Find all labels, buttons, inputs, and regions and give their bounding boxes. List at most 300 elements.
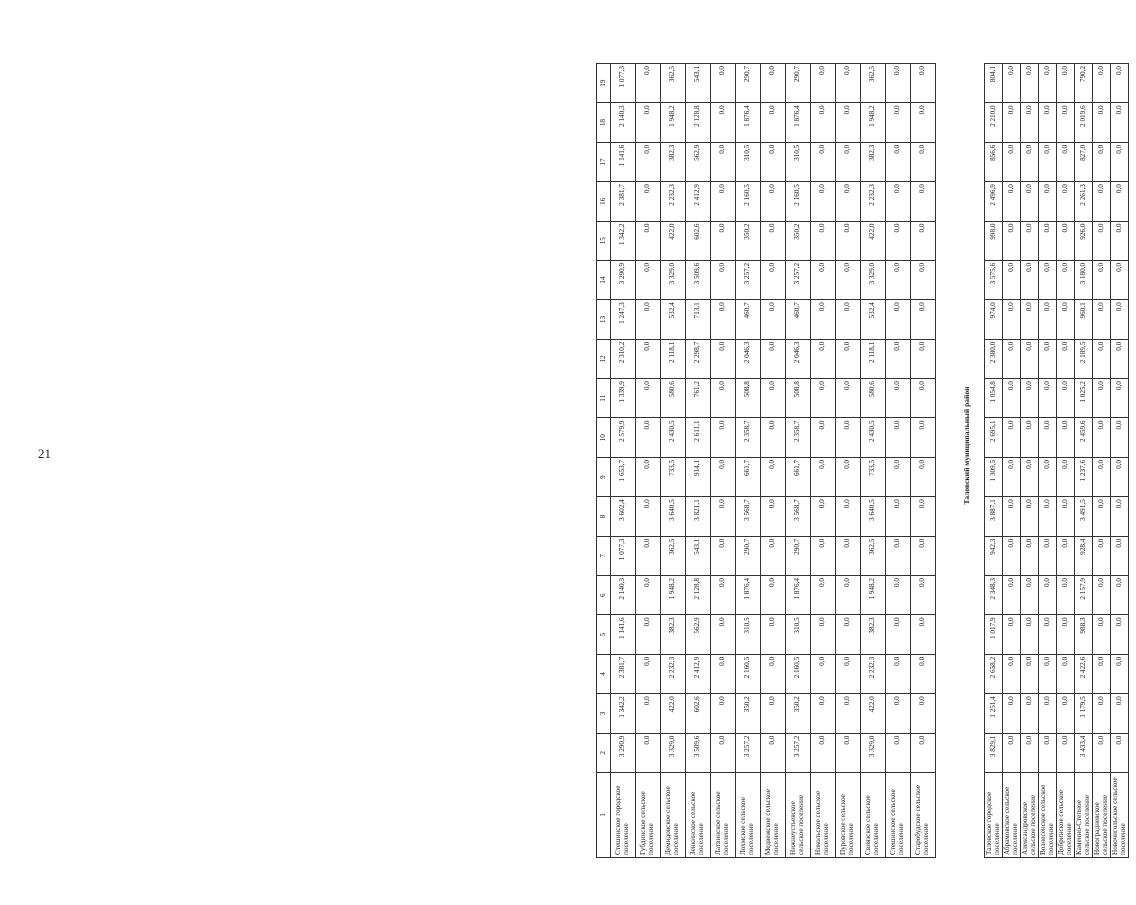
table-cell: 0,0 xyxy=(911,536,936,575)
table-cell: 0,0 xyxy=(811,536,836,575)
table-cell: 2 496,9 xyxy=(985,182,1003,221)
table-cell: 0,0 xyxy=(911,457,936,496)
settlement-name: Каменно-Степное сельское поселение xyxy=(1075,773,1093,858)
column-header: 16 xyxy=(597,182,611,221)
table-row xyxy=(1021,63,1039,857)
table-row xyxy=(736,63,761,857)
table-cell: 0,0 xyxy=(1003,63,1021,102)
page-number: 21 xyxy=(38,446,51,461)
table-cell: 0,0 xyxy=(1039,536,1057,575)
settlement-name: Пуровское сельское поселение xyxy=(836,773,861,858)
table-cell: 2 430,5 xyxy=(861,418,886,457)
table-cell: 0,0 xyxy=(711,339,736,378)
table-cell: 3 568,7 xyxy=(786,497,811,536)
table-cell: 0,0 xyxy=(636,142,661,181)
table-cell: 1 876,4 xyxy=(786,103,811,142)
table-cell: 1 342,2 xyxy=(611,221,636,260)
table-cell: 0,0 xyxy=(886,339,911,378)
table-cell: 0,0 xyxy=(1093,497,1111,536)
table-row xyxy=(911,63,936,857)
table-row xyxy=(1075,63,1093,857)
table-cell: 0,0 xyxy=(836,221,861,260)
column-header: 17 xyxy=(597,142,611,181)
table-cell: 0,0 xyxy=(761,221,786,260)
table-cell: 0,0 xyxy=(911,497,936,536)
settlement-name: Вознесенское сельское поселение xyxy=(1039,773,1057,858)
table-cell: 3 568,7 xyxy=(736,497,761,536)
table-cell: 0,0 xyxy=(636,418,661,457)
table-cell: 1 054,8 xyxy=(985,379,1003,418)
table-cell: 0,0 xyxy=(836,694,861,733)
table-cell: 0,0 xyxy=(1111,654,1129,693)
table-cell: 2 412,9 xyxy=(686,182,711,221)
table-cell: 0,0 xyxy=(1003,733,1021,772)
table-cell: 0,0 xyxy=(636,300,661,339)
table-cell: 0,0 xyxy=(1039,221,1057,260)
table-cell: 562,9 xyxy=(686,615,711,654)
table-cell: 0,0 xyxy=(1003,103,1021,142)
table-cell: 0,0 xyxy=(886,182,911,221)
settlement-name: Стешинское городское поселение xyxy=(611,773,636,858)
table-cell: 0,0 xyxy=(1021,418,1039,457)
table-cell: 0,0 xyxy=(1003,694,1021,733)
table-cell: 0,0 xyxy=(1093,576,1111,615)
table-cell: 1 141,6 xyxy=(611,615,636,654)
table-cell: 0,0 xyxy=(1111,615,1129,654)
table-cell: 0,0 xyxy=(761,142,786,181)
table-cell: 0,0 xyxy=(886,63,911,102)
table-cell: 2 380,0 xyxy=(985,339,1003,378)
table-cell: 1 876,4 xyxy=(736,103,761,142)
table-cell: 0,0 xyxy=(1057,260,1075,299)
table-cell: 0,0 xyxy=(1111,418,1129,457)
table-cell: 0,0 xyxy=(811,418,836,457)
table-cell: 1 025,2 xyxy=(1075,379,1093,418)
table-cell: 0,0 xyxy=(1021,497,1039,536)
table-cell: 2 140,3 xyxy=(611,576,636,615)
table-row xyxy=(1003,63,1021,857)
table-cell: 290,7 xyxy=(736,536,761,575)
table-cell: 0,0 xyxy=(1057,576,1075,615)
table-cell: 2 128,8 xyxy=(686,103,711,142)
table-cell: 362,5 xyxy=(861,63,886,102)
table-cell: 562,9 xyxy=(686,142,711,181)
table-cell: 0,0 xyxy=(1057,694,1075,733)
table-cell: 661,7 xyxy=(786,457,811,496)
table-cell: 0,0 xyxy=(1093,379,1111,418)
table-cell: 3 290,9 xyxy=(611,260,636,299)
table-cell: 0,0 xyxy=(911,615,936,654)
table-cell: 0,0 xyxy=(1021,615,1039,654)
table-cell: 2 118,1 xyxy=(661,339,686,378)
section-title: Таловский муниципальный район xyxy=(962,386,971,505)
column-header: 5 xyxy=(597,615,611,654)
table-cell: 0,0 xyxy=(836,418,861,457)
table-cell: 0,0 xyxy=(836,576,861,615)
table-cell: 0,0 xyxy=(1057,418,1075,457)
table-cell: 0,0 xyxy=(1021,339,1039,378)
column-header: 3 xyxy=(597,694,611,733)
table-cell: 350,2 xyxy=(736,221,761,260)
table-cell: 0,0 xyxy=(911,576,936,615)
table-cell: 960,1 xyxy=(1075,300,1093,339)
table-cell: 827,0 xyxy=(1075,142,1093,181)
table-cell: 0,0 xyxy=(711,733,736,772)
rotated-table-area xyxy=(596,33,1136,858)
table-cell: 0,0 xyxy=(636,615,661,654)
settlement-name: Александровское сельское поселение xyxy=(1021,773,1039,858)
table-cell: 0,0 xyxy=(1039,260,1057,299)
table-cell: 0,0 xyxy=(1111,694,1129,733)
table-cell: 543,1 xyxy=(686,536,711,575)
table-cell: 0,0 xyxy=(1003,457,1021,496)
column-header: 8 xyxy=(597,497,611,536)
table-cell: 1 876,4 xyxy=(736,576,761,615)
table-cell: 0,0 xyxy=(1039,694,1057,733)
table-row xyxy=(861,63,886,857)
settlement-name: Латвинское сельское поселение xyxy=(711,773,736,858)
table-cell: 0,0 xyxy=(761,457,786,496)
table-cell: 0,0 xyxy=(836,182,861,221)
table-cell: 0,0 xyxy=(711,142,736,181)
table-cell: 0,0 xyxy=(1093,733,1111,772)
table-cell: 3 180,0 xyxy=(1075,260,1093,299)
table-cell: 0,0 xyxy=(811,576,836,615)
table-cell: 0,0 xyxy=(886,300,911,339)
table-cell: 460,7 xyxy=(736,300,761,339)
table-row xyxy=(811,63,836,857)
table-cell: 1 876,4 xyxy=(786,576,811,615)
table-cell: 0,0 xyxy=(886,654,911,693)
column-header: 12 xyxy=(597,339,611,378)
table-cell: 460,7 xyxy=(786,300,811,339)
table-cell: 1 247,3 xyxy=(611,300,636,339)
table-cell: 1 077,3 xyxy=(611,536,636,575)
table-cell: 713,1 xyxy=(686,300,711,339)
table-cell: 804,1 xyxy=(985,63,1003,102)
table-cell: 0,0 xyxy=(1039,733,1057,772)
table-cell: 0,0 xyxy=(1039,654,1057,693)
table-cell: 0,0 xyxy=(761,182,786,221)
table-cell: 0,0 xyxy=(711,536,736,575)
table-cell: 2 358,7 xyxy=(786,418,811,457)
table-cell: 0,0 xyxy=(811,379,836,418)
table-cell: 0,0 xyxy=(1003,536,1021,575)
table-cell: 602,6 xyxy=(686,221,711,260)
table-cell: 580,6 xyxy=(661,379,686,418)
table-cell: 942,3 xyxy=(985,536,1003,575)
table-cell: 0,0 xyxy=(711,221,736,260)
table-cell: 0,0 xyxy=(1021,733,1039,772)
table-cell: 0,0 xyxy=(911,733,936,772)
table-cell: 0,0 xyxy=(711,694,736,733)
table-cell: 0,0 xyxy=(811,339,836,378)
table-cell: 0,0 xyxy=(811,221,836,260)
table-cell: 0,0 xyxy=(761,300,786,339)
table-cell: 0,0 xyxy=(836,379,861,418)
table-cell: 0,0 xyxy=(836,103,861,142)
table-cell: 0,0 xyxy=(1111,379,1129,418)
table-cell: 382,3 xyxy=(861,142,886,181)
table-cell: 0,0 xyxy=(1111,300,1129,339)
table-cell: 0,0 xyxy=(636,733,661,772)
table-cell: 2 412,9 xyxy=(686,654,711,693)
table-cell: 0,0 xyxy=(911,63,936,102)
table-cell: 0,0 xyxy=(911,260,936,299)
table-cell: 3 257,2 xyxy=(736,733,761,772)
table-cell: 1 309,5 xyxy=(985,457,1003,496)
table-cell: 2 210,0 xyxy=(985,103,1003,142)
table-cell: 0,0 xyxy=(911,418,936,457)
table-cell: 0,0 xyxy=(636,379,661,418)
table-cell: 0,0 xyxy=(1021,576,1039,615)
table-cell: 998,0 xyxy=(985,221,1003,260)
table-cell: 2 160,5 xyxy=(786,654,811,693)
table-cell: 0,0 xyxy=(1021,142,1039,181)
table-cell: 0,0 xyxy=(886,142,911,181)
table-cell: 0,0 xyxy=(1093,418,1111,457)
table-cell: 0,0 xyxy=(1039,379,1057,418)
table-cell: 0,0 xyxy=(1021,536,1039,575)
table-cell: 0,0 xyxy=(1039,497,1057,536)
table-cell: 2 261,3 xyxy=(1075,182,1093,221)
table-cell: 0,0 xyxy=(911,654,936,693)
table-cell: 3 257,2 xyxy=(786,260,811,299)
table-cell: 0,0 xyxy=(886,221,911,260)
table-row xyxy=(1039,63,1057,857)
table-cell: 0,0 xyxy=(711,260,736,299)
table-cell: 974,0 xyxy=(985,300,1003,339)
column-header: 10 xyxy=(597,418,611,457)
table-cell: 382,3 xyxy=(661,615,686,654)
table-cell: 0,0 xyxy=(636,497,661,536)
table-cell: 1 948,2 xyxy=(861,103,886,142)
table-cell: 0,0 xyxy=(836,260,861,299)
table-cell: 0,0 xyxy=(1093,654,1111,693)
table-cell: 3 887,1 xyxy=(985,497,1003,536)
table-cell: 2 019,6 xyxy=(1075,103,1093,142)
table-cell: 0,0 xyxy=(1003,142,1021,181)
table-cell: 310,5 xyxy=(736,142,761,181)
table-cell: 0,0 xyxy=(711,457,736,496)
table-cell: 0,0 xyxy=(761,260,786,299)
table-cell: 0,0 xyxy=(711,418,736,457)
table-cell: 2 430,5 xyxy=(661,418,686,457)
table-row xyxy=(985,63,1003,857)
table-cell: 290,7 xyxy=(736,63,761,102)
table-cell: 508,8 xyxy=(736,379,761,418)
table-cell: 2 298,7 xyxy=(686,339,711,378)
table-cell: 2 232,3 xyxy=(861,182,886,221)
table-cell: 0,0 xyxy=(811,63,836,102)
table-cell: 0,0 xyxy=(1003,260,1021,299)
table-cell: 914,1 xyxy=(686,457,711,496)
table-cell: 3 602,4 xyxy=(611,497,636,536)
settlement-name: Добринское сельское поселение xyxy=(1057,773,1075,858)
table-cell: 0,0 xyxy=(911,182,936,221)
table-cell: 0,0 xyxy=(886,576,911,615)
table-cell: 0,0 xyxy=(1093,142,1111,181)
table-cell: 0,0 xyxy=(1093,221,1111,260)
table-cell: 0,0 xyxy=(1021,300,1039,339)
table-cell: 0,0 xyxy=(761,733,786,772)
table-cell: 0,0 xyxy=(1039,142,1057,181)
table-cell: 0,0 xyxy=(811,142,836,181)
table-cell: 0,0 xyxy=(1057,497,1075,536)
table-cell: 0,0 xyxy=(1057,221,1075,260)
column-header: 4 xyxy=(597,654,611,693)
table-cell: 0,0 xyxy=(836,339,861,378)
table-row xyxy=(1093,63,1111,857)
table-cell: 0,0 xyxy=(1111,221,1129,260)
table-cell: 0,0 xyxy=(1111,457,1129,496)
table-lower xyxy=(984,63,1129,858)
table-cell: 0,0 xyxy=(1093,694,1111,733)
settlement-name: Зенкинское сельское поселение xyxy=(686,773,711,858)
table-cell: 0,0 xyxy=(1093,339,1111,378)
settlement-name: Лохмское сельское поселение xyxy=(736,773,761,858)
table-cell: 2 381,7 xyxy=(611,182,636,221)
table-cell: 0,0 xyxy=(761,418,786,457)
table-cell: 0,0 xyxy=(711,379,736,418)
settlement-name: Стешинское сельское поселение xyxy=(886,773,911,858)
table-cell: 580,6 xyxy=(861,379,886,418)
table-cell: 0,0 xyxy=(636,182,661,221)
table-cell: 350,2 xyxy=(786,221,811,260)
table-cell: 0,0 xyxy=(911,339,936,378)
table-cell: 0,0 xyxy=(1021,221,1039,260)
table-cell: 0,0 xyxy=(1021,103,1039,142)
table-cell: 0,0 xyxy=(1003,418,1021,457)
table-cell: 0,0 xyxy=(886,418,911,457)
settlement-name: Таловское городское поселение xyxy=(985,773,1003,858)
table-cell: 290,7 xyxy=(786,63,811,102)
table-cell: 0,0 xyxy=(761,497,786,536)
table-cell: 362,5 xyxy=(661,536,686,575)
table-cell: 0,0 xyxy=(1057,300,1075,339)
settlement-name: Старобудское сельское поселение xyxy=(911,773,936,858)
table-cell: 0,0 xyxy=(811,654,836,693)
table-cell: 0,0 xyxy=(711,576,736,615)
table-cell: 350,2 xyxy=(736,694,761,733)
table-cell: 0,0 xyxy=(1021,63,1039,102)
table-cell: 350,2 xyxy=(786,694,811,733)
table-cell: 0,0 xyxy=(1003,300,1021,339)
table-cell: 0,0 xyxy=(711,63,736,102)
table-cell: 0,0 xyxy=(886,457,911,496)
column-header: 9 xyxy=(597,457,611,496)
table-cell: 0,0 xyxy=(636,221,661,260)
table-cell: 0,0 xyxy=(1057,142,1075,181)
column-header: 13 xyxy=(597,300,611,339)
table-row xyxy=(661,63,686,857)
settlement-name: Нижнеустьевское сельское поселение xyxy=(786,773,811,858)
table-cell: 928,4 xyxy=(1075,536,1093,575)
table-cell: 362,5 xyxy=(661,63,686,102)
table-cell: 3 433,4 xyxy=(1075,733,1093,772)
table-cell: 3 257,2 xyxy=(736,260,761,299)
table-cell: 0,0 xyxy=(636,457,661,496)
table-cell: 2 140,3 xyxy=(611,103,636,142)
table-cell: 0,0 xyxy=(1111,182,1129,221)
table-cell: 3 491,5 xyxy=(1075,497,1093,536)
table-cell: 0,0 xyxy=(811,260,836,299)
table-cell: 0,0 xyxy=(636,576,661,615)
table-cell: 3 509,6 xyxy=(686,260,711,299)
table-cell: 422,0 xyxy=(661,694,686,733)
table-cell: 2 310,2 xyxy=(611,339,636,378)
table-cell: 0,0 xyxy=(1057,536,1075,575)
table-cell: 1 948,2 xyxy=(861,576,886,615)
table-cell: 310,5 xyxy=(786,142,811,181)
table-cell: 761,2 xyxy=(686,379,711,418)
table-cell: 0,0 xyxy=(911,221,936,260)
table-cell: 0,0 xyxy=(1093,457,1111,496)
table-cell: 290,7 xyxy=(786,536,811,575)
table-cell: 2 422,6 xyxy=(1075,654,1093,693)
table-cell: 0,0 xyxy=(836,615,861,654)
table-cell: 3 329,0 xyxy=(861,733,886,772)
table-cell: 1 948,2 xyxy=(661,576,686,615)
table-cell: 2 579,9 xyxy=(611,418,636,457)
table-cell: 0,0 xyxy=(1039,103,1057,142)
table-cell: 0,0 xyxy=(761,615,786,654)
table-cell: 0,0 xyxy=(836,733,861,772)
table-cell: 0,0 xyxy=(886,615,911,654)
table-row xyxy=(686,63,711,857)
table-cell: 2 358,7 xyxy=(736,418,761,457)
table-cell: 0,0 xyxy=(811,300,836,339)
table-cell: 2 160,5 xyxy=(786,182,811,221)
table-cell: 1 251,4 xyxy=(985,694,1003,733)
table-cell: 2 128,8 xyxy=(686,576,711,615)
table-cell: 0,0 xyxy=(636,654,661,693)
table-cell: 0,0 xyxy=(1093,63,1111,102)
table-cell: 0,0 xyxy=(836,497,861,536)
table-cell: 0,0 xyxy=(911,142,936,181)
table-cell: 3 575,6 xyxy=(985,260,1003,299)
table-cell: 0,0 xyxy=(811,182,836,221)
table-cell: 0,0 xyxy=(1021,457,1039,496)
table-row xyxy=(611,63,636,857)
table-cell: 0,0 xyxy=(1003,497,1021,536)
table-cell: 0,0 xyxy=(711,615,736,654)
table-cell: 2 611,1 xyxy=(686,418,711,457)
table-cell: 0,0 xyxy=(1093,615,1111,654)
table-row xyxy=(836,63,861,857)
table-cell: 0,0 xyxy=(1057,103,1075,142)
table-cell: 0,0 xyxy=(1003,654,1021,693)
table-cell: 988,3 xyxy=(1075,615,1093,654)
table-cell: 3 290,9 xyxy=(611,733,636,772)
table-cell: 0,0 xyxy=(911,379,936,418)
table-cell: 0,0 xyxy=(1003,221,1021,260)
table-cell: 0,0 xyxy=(836,63,861,102)
table-cell: 0,0 xyxy=(1111,536,1129,575)
table-cell: 0,0 xyxy=(1111,339,1129,378)
table-cell: 2 160,5 xyxy=(736,654,761,693)
table-cell: 0,0 xyxy=(886,103,911,142)
column-header: 6 xyxy=(597,576,611,615)
table-cell: 0,0 xyxy=(1057,615,1075,654)
table-cell: 362,5 xyxy=(861,536,886,575)
table-cell: 0,0 xyxy=(1111,63,1129,102)
table-cell: 1 141,6 xyxy=(611,142,636,181)
table-cell: 1 017,9 xyxy=(985,615,1003,654)
table-cell: 0,0 xyxy=(761,576,786,615)
table-cell: 2 232,3 xyxy=(661,654,686,693)
table-cell: 0,0 xyxy=(811,694,836,733)
